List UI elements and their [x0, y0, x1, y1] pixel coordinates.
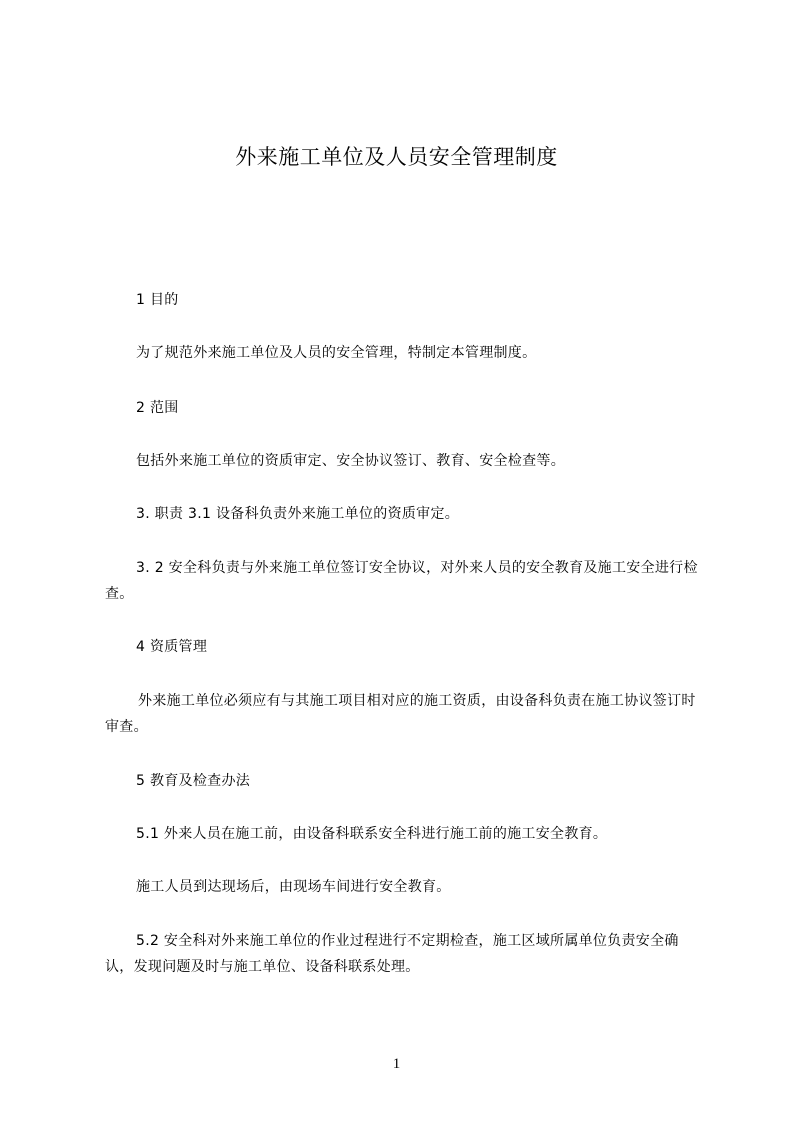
- paragraph-onsite-education: 施工人员到达现场后，由现场车间进行安全教育。: [136, 879, 451, 895]
- page-number: 1: [392, 1056, 401, 1072]
- paragraph-inspection-5-2: 5.2 安全科对外来施工单位的作业过程进行不定期检查，施工区域所属单位负责安全确认，发现问题及时与施工单位、设备科联系处理。: [105, 933, 679, 975]
- paragraph-responsibility-3-2: 3. 2 安全科负责与外来施工单位签订安全协议，对外来人员的安全教育及施工安全进行检查。: [105, 560, 698, 602]
- paragraph-education-5-1: 5.1 外来人员在施工前，由设备科联系安全科进行施工前的施工安全教育。: [136, 826, 608, 842]
- section-heading-education: 5 教育及检查办法: [136, 773, 251, 789]
- paragraph-qualification: 外来施工单位必须应有与其施工项目相对应的施工资质，由设备科负责在施工协议签订时审查。: [105, 693, 696, 735]
- section-heading-scope: 2 范围: [136, 400, 179, 416]
- section-heading-qualification: 4 资质管理: [136, 639, 208, 655]
- section-heading-purpose: 1 目的: [136, 292, 179, 308]
- document-title: 外来施工单位及人员安全管理制度: [235, 145, 558, 169]
- paragraph-responsibility-3-1: 3. 职责 3.1 设备科负责外来施工单位的资质审定。: [136, 506, 460, 522]
- paragraph-scope: 包括外来施工单位的资质审定、安全协议签订、教育、安全检查等。: [136, 453, 565, 469]
- paragraph-purpose: 为了规范外来施工单位及人员的安全管理，特制定本管理制度。: [136, 345, 537, 361]
